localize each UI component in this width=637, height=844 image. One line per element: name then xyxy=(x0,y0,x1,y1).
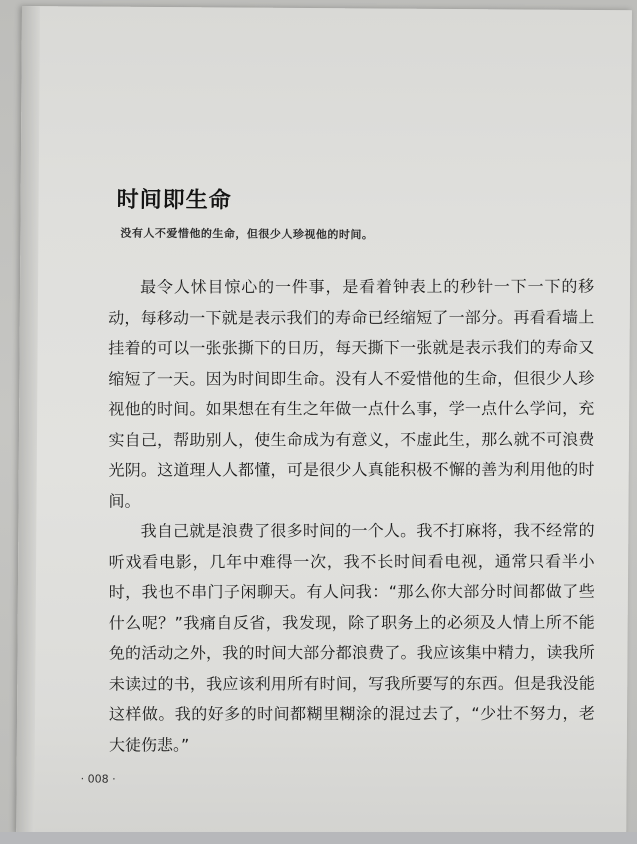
page-edge xyxy=(16,6,40,834)
page-number xyxy=(81,772,116,785)
page-title: 时间即生命 xyxy=(116,187,232,214)
paragraph: 我自己就是浪费了很多时间的一个人。我不打麻将，我不经常的听戏看电影，几年中难得一次，我不长时间看电视，通常只看半小时，我也不串门子闲聊天。有人问我：“那么你大部分时间都做了些什么呢？”我痛自反省，我发现，除了职务上的必须及人情上所不能免的活动之外，我的时间大部分都浪费了。我应该集中精力，读我所未读过的书，我应该利用所有时间，写我所要写的东西。但是我没能这样做。我的好多的时间都糊里糊涂的混过去了，“少壮不努力，老大徒伤悲。” xyxy=(108,520,595,755)
page-number-value: 008 xyxy=(87,772,109,786)
book-page xyxy=(16,6,632,838)
bottom-strip xyxy=(0,832,637,844)
page-number-dot-right: · xyxy=(108,772,116,786)
page-number-dot-left: · xyxy=(80,772,88,786)
page-subtitle: 没有人不爱惜他的生命，但很少人珍视他的时间。 xyxy=(120,226,374,242)
body-text xyxy=(108,272,595,761)
paragraph: 最令人怵目惊心的一件事，是看着钟表上的秒针一下一下的移动，每移动一下就是表示我们的寿命已经缩短了一部分。再看看墙上挂着的可以一张张撕下的日历，每天撕下一张就是表示我们的寿命又缩短了一天。因为时间即生命。没有人不爱惜他的生命，但很少人珍视他的时间。如果想在有生之年做一点什么事，学一点什么学问，充实自己，帮助别人，使生命成为有意义，不虚此生，那么就不可浪费光阴。这道理人人都懂，可是很少人真能积极不懈的善为利用他的时间。 xyxy=(108,276,595,511)
